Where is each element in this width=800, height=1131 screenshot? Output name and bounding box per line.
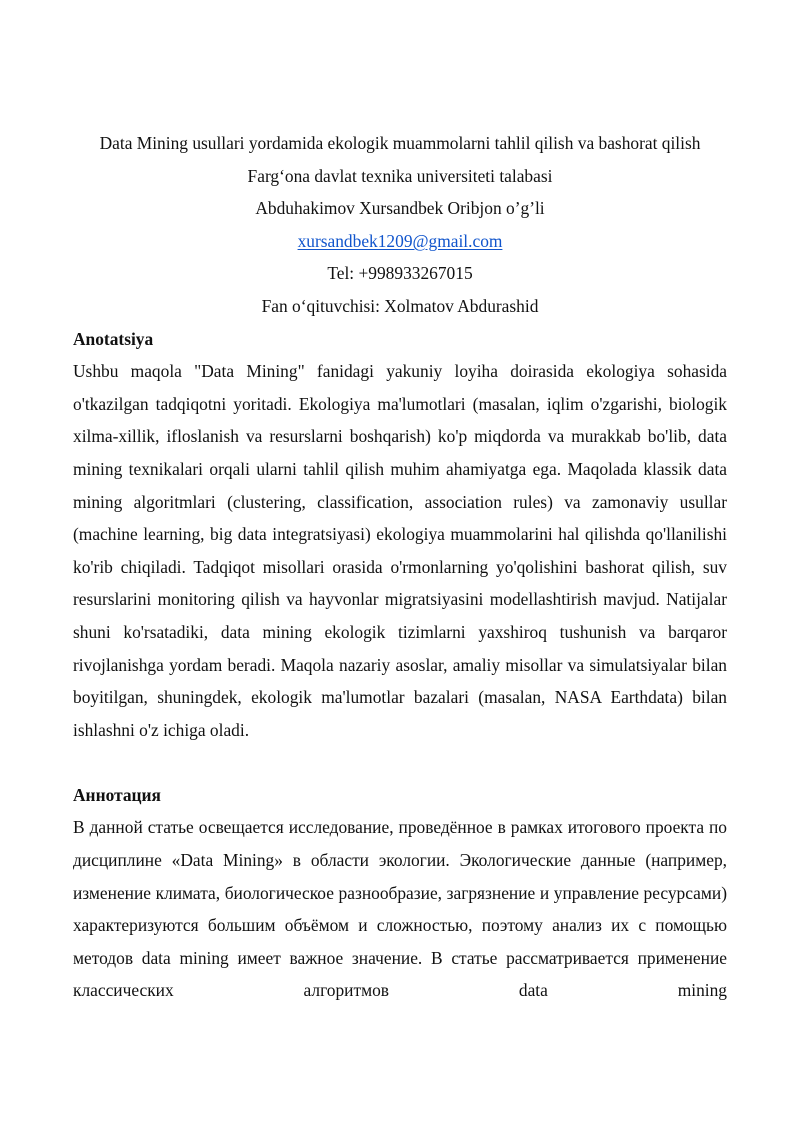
email-link[interactable]: xursandbek1209@gmail.com xyxy=(297,230,503,251)
abstract-uz-heading: Anotatsiya xyxy=(73,328,154,349)
section-spacer xyxy=(73,746,727,779)
abstract-uz-text: Ushbu maqola "Data Mining" fanidagi yakuniy loyiha doirasida ekologiya sohasida o'tkazilgan tadqiqotni yoritadi. Ekologiya ma'lumotlari (masalan, iqlim o'zgarishi, biologik xilma-xillik, ifloslanish va resurslarni boshqarish) ko'p miqdorda va murakkab bo'lib, data mining texnikalari orqali ularni tahlil qilish muhim ahamiyatga ega. Maqolada klassik data mining algoritmlari (clustering, classification, association rules) va zamonaviy usullar (machine learning, big data integratsiyasi) ekologiya muammolarini hal qilishda qo'llanilishi ko'rib chiqiladi. Tadqiqot misollari orasida o'rmonlarning yo'qolishini bashorat qilish, suv resurslarini monitoring qilish va hayvonlar migratsiyasini modellashtirish mavjud. Natijalar shuni ko'rsatadiki, data mining ekologik tizimlarni yaxshiroq tushunish va barqaror rivojlanishga yordam beradi. Maqola nazariy asoslar, amaliy misollar va simulatsiyalar bilan boyitilgan, shuningdek, ekologik ma'lumotlar bazalari (masalan, NASA Earthdata) bilan ishlashni o'z ichiga oladi. xyxy=(73,361,727,740)
email-line xyxy=(73,225,727,258)
author-name: Abduhakimov Xursandbek Oribjon o’g’li xyxy=(255,198,545,219)
paper-title: Data Mining usullari yordamida ekologik muammolarni tahlil qilish va bashorat qilish xyxy=(99,133,701,153)
phone-line: Tel: +998933267015 xyxy=(327,263,473,284)
abstract-ru-heading: Аннотация xyxy=(73,784,161,805)
author-affiliation: Farg‘ona davlat texnika universiteti talabasi xyxy=(247,165,553,186)
title-block xyxy=(73,127,727,323)
supervisor-line: Fan o‘qituvchisi: Xolmatov Abdurashid xyxy=(261,295,539,316)
document-content xyxy=(73,127,727,1007)
abstract-ru-text: В данной статье освещается исследование, проведённое в рамках итогового проекта по дисциплине «Data Mining» в области экологии. Экологические данные (например, изменение климата, биологическое разнообразие, загрязнение и управление ресурсами) характеризуются большим объёмом и сложностью, поэтому анализ их с помощью методов data mining имеет важное значение. В статье рассматривается применение классических алгоритмов data mining xyxy=(73,817,727,1001)
